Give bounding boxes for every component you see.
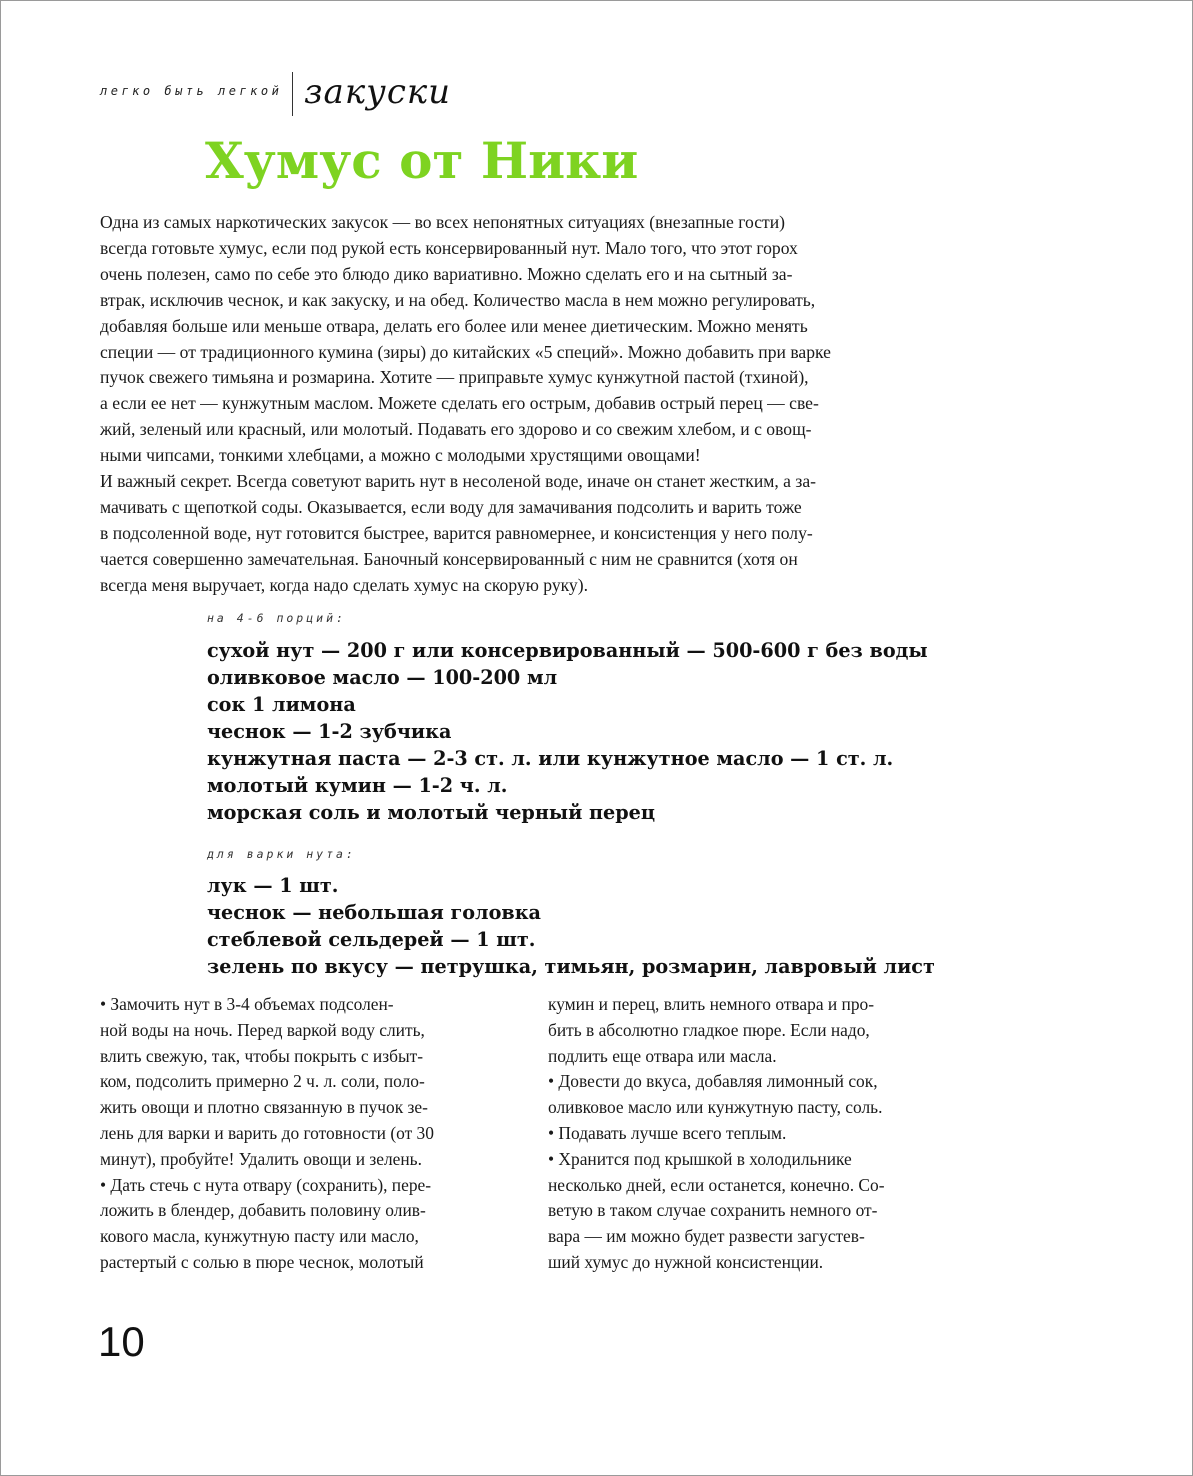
- intro-line: в подсоленной воде, нут готовится быстрее, варится равномернее, и консистенция у него полу-: [100, 522, 813, 543]
- step-line: • Довести до вкуса, добавляя лимонный сок,: [548, 1071, 878, 1092]
- step-line: жить овощи и плотно связанную в пучок зе-: [100, 1097, 428, 1118]
- step-line: ший хумус до нужной консистенции.: [548, 1251, 824, 1272]
- intro-line: добавляя больше или меньше отвара, делать его более или менее диетическим. Можно менять: [100, 315, 808, 336]
- intro-line: а если ее нет — кунжутным маслом. Можете сделать его острым, добавив острый перец — све-: [100, 393, 819, 414]
- step-line: • Хранится под крышкой в холодильнике: [548, 1148, 852, 1169]
- step-line: несколько дней, если останется, конечно. Со-: [548, 1174, 885, 1195]
- ingredients-list: [207, 637, 928, 826]
- step-line: оливковое масло или кунжутную пасту, соль.: [548, 1097, 883, 1118]
- boiling-ingredient-item: лук — 1 шт.: [207, 874, 339, 897]
- intro-line: специи — от традиционного кумина (зиры) до китайских «5 специй». Можно добавить при варке: [100, 341, 831, 362]
- page-number: 10: [98, 1318, 145, 1365]
- step-line: лень для варки и варить до готовности (от 30: [100, 1122, 434, 1143]
- intro-line: жий, зеленый или красный, или молотый. Подавать его здорово и со свежим хлебом, и с овощ-: [100, 419, 812, 440]
- section-title: закуски: [304, 72, 452, 112]
- step-line: • Дать стечь с нута отвару (сохранить), пере-: [100, 1174, 432, 1195]
- intro-line: Одна из самых наркотических закусок — во всех непонятных ситуациях (внезапные гости): [100, 212, 785, 232]
- step-line: • Замочить нут в 3-4 объемах подсолен-: [100, 994, 394, 1014]
- intro-line: пучок свежего тимьяна и розмарина. Хотите — приправьте хумус кунжутной пастой (тхиной),: [100, 367, 809, 388]
- step-line: бить в абсолютно гладкое пюре. Если надо,: [548, 1019, 870, 1040]
- steps-column-left: [100, 992, 520, 1276]
- step-line: ной воды на ночь. Перед варкой воду слить,: [100, 1019, 425, 1040]
- book-title: легко быть легкой: [100, 84, 283, 98]
- ingredient-item: молотый кумин — 1-2 ч. л.: [207, 774, 508, 797]
- ingredient-item: кунжутная паста — 2-3 ст. л. или кунжутное масло — 1 ст. л.: [207, 747, 894, 770]
- ingredient-item: сухой нут — 200 г или консервированный — 500-600 г без воды: [207, 639, 928, 662]
- intro-line: мачивать с щепоткой соды. Оказывается, если воду для замачивания подсолить и варить тоже: [100, 496, 802, 517]
- intro-line: И важный секрет. Всегда советуют варить нут в несоленой воде, иначе он станет жестким, а за-: [100, 471, 816, 492]
- ingredient-item: морская соль и молотый черный перец: [207, 801, 656, 824]
- boiling-ingredient-item: зелень по вкусу — петрушка, тимьян, розмарин, лавровый лист: [207, 955, 935, 978]
- intro-line: всегда меня выручает, когда надо сделать хумус на скорую руку).: [100, 574, 588, 595]
- boiling-ingredients-list: [207, 872, 935, 980]
- step-line: подлить еще отвара или масла.: [548, 1045, 777, 1066]
- intro-paragraph: [100, 210, 1020, 599]
- step-line: растертый с солью в пюре чеснок, молотый: [100, 1251, 424, 1272]
- intro-line: очень полезен, само по себе это блюдо дико вариативно. Можно сделать его и на сытный за-: [100, 263, 793, 284]
- step-line: минут), пробуйте! Удалить овощи и зелень.: [100, 1148, 422, 1169]
- ingredient-item: сок 1 лимона: [207, 693, 356, 716]
- servings-label: на 4-6 порций:: [207, 611, 346, 625]
- header-divider: [292, 72, 293, 116]
- intro-line: втрак, исключив чеснок, и как закуску, и на обед. Количество масла в нем можно регулировать,: [100, 289, 816, 310]
- step-line: • Подавать лучше всего теплым.: [548, 1122, 787, 1143]
- step-line: ложить в блендер, добавить половину олив-: [100, 1200, 426, 1221]
- steps-column-right: [548, 992, 988, 1276]
- boiling-ingredient-item: чеснок — небольшая головка: [207, 901, 541, 924]
- ingredient-item: оливковое масло — 100-200 мл: [207, 666, 558, 689]
- boiling-ingredient-item: стеблевой сельдерей — 1 шт.: [207, 928, 536, 951]
- boiling-label: для варки нута:: [207, 847, 356, 861]
- ingredient-item: чеснок — 1-2 зубчика: [207, 720, 452, 743]
- intro-line: ными чипсами, тонкими хлебцами, а можно с молодыми хрустящими овощами!: [100, 445, 701, 466]
- step-line: ком, подсолить примерно 2 ч. л. соли, поло-: [100, 1071, 425, 1092]
- intro-line: чается совершенно замечательная. Баночный консервированный с ним не сравнится (хотя он: [100, 548, 798, 569]
- recipe-title: Хумус от Ники: [205, 131, 639, 190]
- intro-line: всегда готовьте хумус, если под рукой есть консервированный нут. Мало того, что этот горох: [100, 237, 798, 258]
- step-line: ветую в таком случае сохранить немного от-: [548, 1200, 878, 1221]
- step-line: кумин и перец, влить немного отвара и про-: [548, 994, 875, 1014]
- step-line: вара — им можно будет развести загустев-: [548, 1226, 865, 1247]
- step-line: кового масла, кунжутную пасту или масло,: [100, 1226, 419, 1247]
- step-line: влить свежую, так, чтобы покрыть с избыт-: [100, 1045, 424, 1066]
